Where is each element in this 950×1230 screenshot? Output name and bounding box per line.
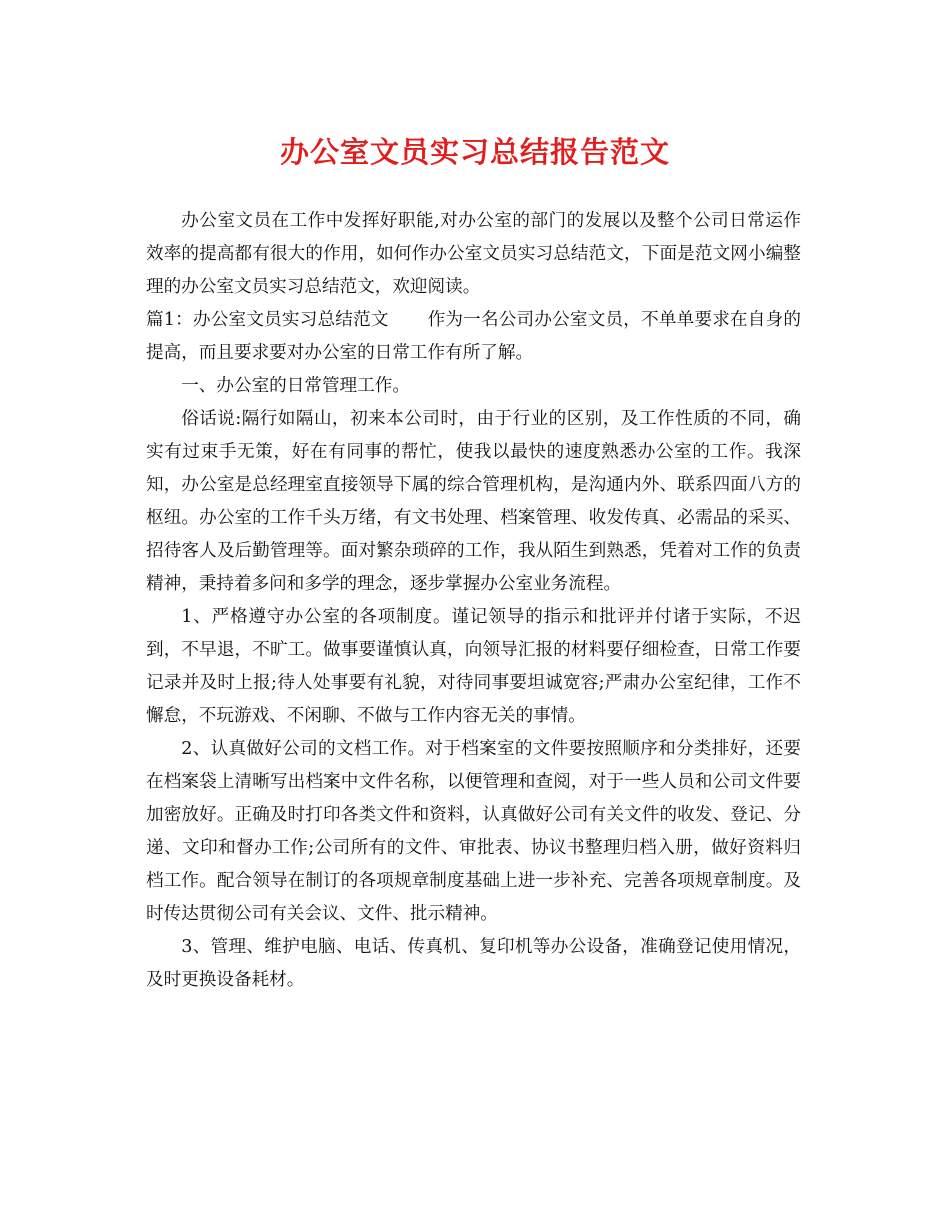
chapter-label: 篇1：办公室文员实习总结范文 bbox=[146, 310, 389, 330]
document-title: 办公室文员实习总结报告范文 bbox=[279, 135, 670, 169]
list-item-1: 1、严格遵守办公室的各项制度。谨记领导的指示和批评并付诸于实际，不迟到，不早退，不旷工。做事要谨慎认真，向领导汇报的材料要仔细检查，日常工作要记录并及时上报;待人处事要有礼貌，对待同事要坦诚宽容;严肃办公室纪律，工作不懈怠，不玩游戏、不闲聊、不做与工作内容无关的事情。 bbox=[146, 607, 801, 726]
section-heading: 一、办公室的日常管理工作。 bbox=[181, 376, 410, 396]
chapter-intro: 作为一名公司办公室文员，不单单要求在自身的提高，而且要求要对办公室的日常工作有所了解。 bbox=[146, 310, 801, 363]
intro-paragraph: 办公室文员在工作中发挥好职能,对办公室的部门的发展以及整个公司日常运作效率的提高都有很大的作用，如何作办公室文员实习总结范文，下面是范文网小编整理的办公室文员实习总结范文，欢迎阅读。 bbox=[146, 211, 801, 297]
chapter-paragraph bbox=[146, 304, 801, 370]
list-item-3: 3、管理、维护电脑、电话、传真机、复印机等办公设备，准确登记使用情况，及时更换设备耗材。 bbox=[146, 937, 801, 990]
list-item-2: 2、认真做好公司的文档工作。对于档案室的文件要按照顺序和分类排好，还要在档案袋上清晰写出档案中文件名称，以便管理和查阅，对于一些人员和公司文件要加密放好。正确及时打印各类文件和资料，认真做好公司有关文件的收发、登记、分递、文印和督办工作;公司所有的文件、审批表、协议书整理归档入册，做好资料归档工作。配合领导在制订的各项规章制度基础上进一步补充、完善各项规章制度。及时传达贯彻公司有关会议、文件、批示精神。 bbox=[146, 739, 801, 924]
document-body bbox=[146, 205, 801, 997]
section-paragraph: 俗话说:隔行如隔山，初来本公司时，由于行业的区别，及工作性质的不同，确实有过束手无策，好在有同事的帮忙，使我以最快的速度熟悉办公室的工作。我深知，办公室是总经理室直接领导下属的综合管理机构，是沟通内外、联系四面八方的枢纽。办公室的工作千头万绪，有文书处理、档案管理、收发传真、必需品的采买、招待客人及后勤管理等。面对繁杂琐碎的工作，我从陌生到熟悉，凭着对工作的负责精神，秉持着多问和多学的理念，逐步掌握办公室业务流程。 bbox=[146, 409, 801, 594]
